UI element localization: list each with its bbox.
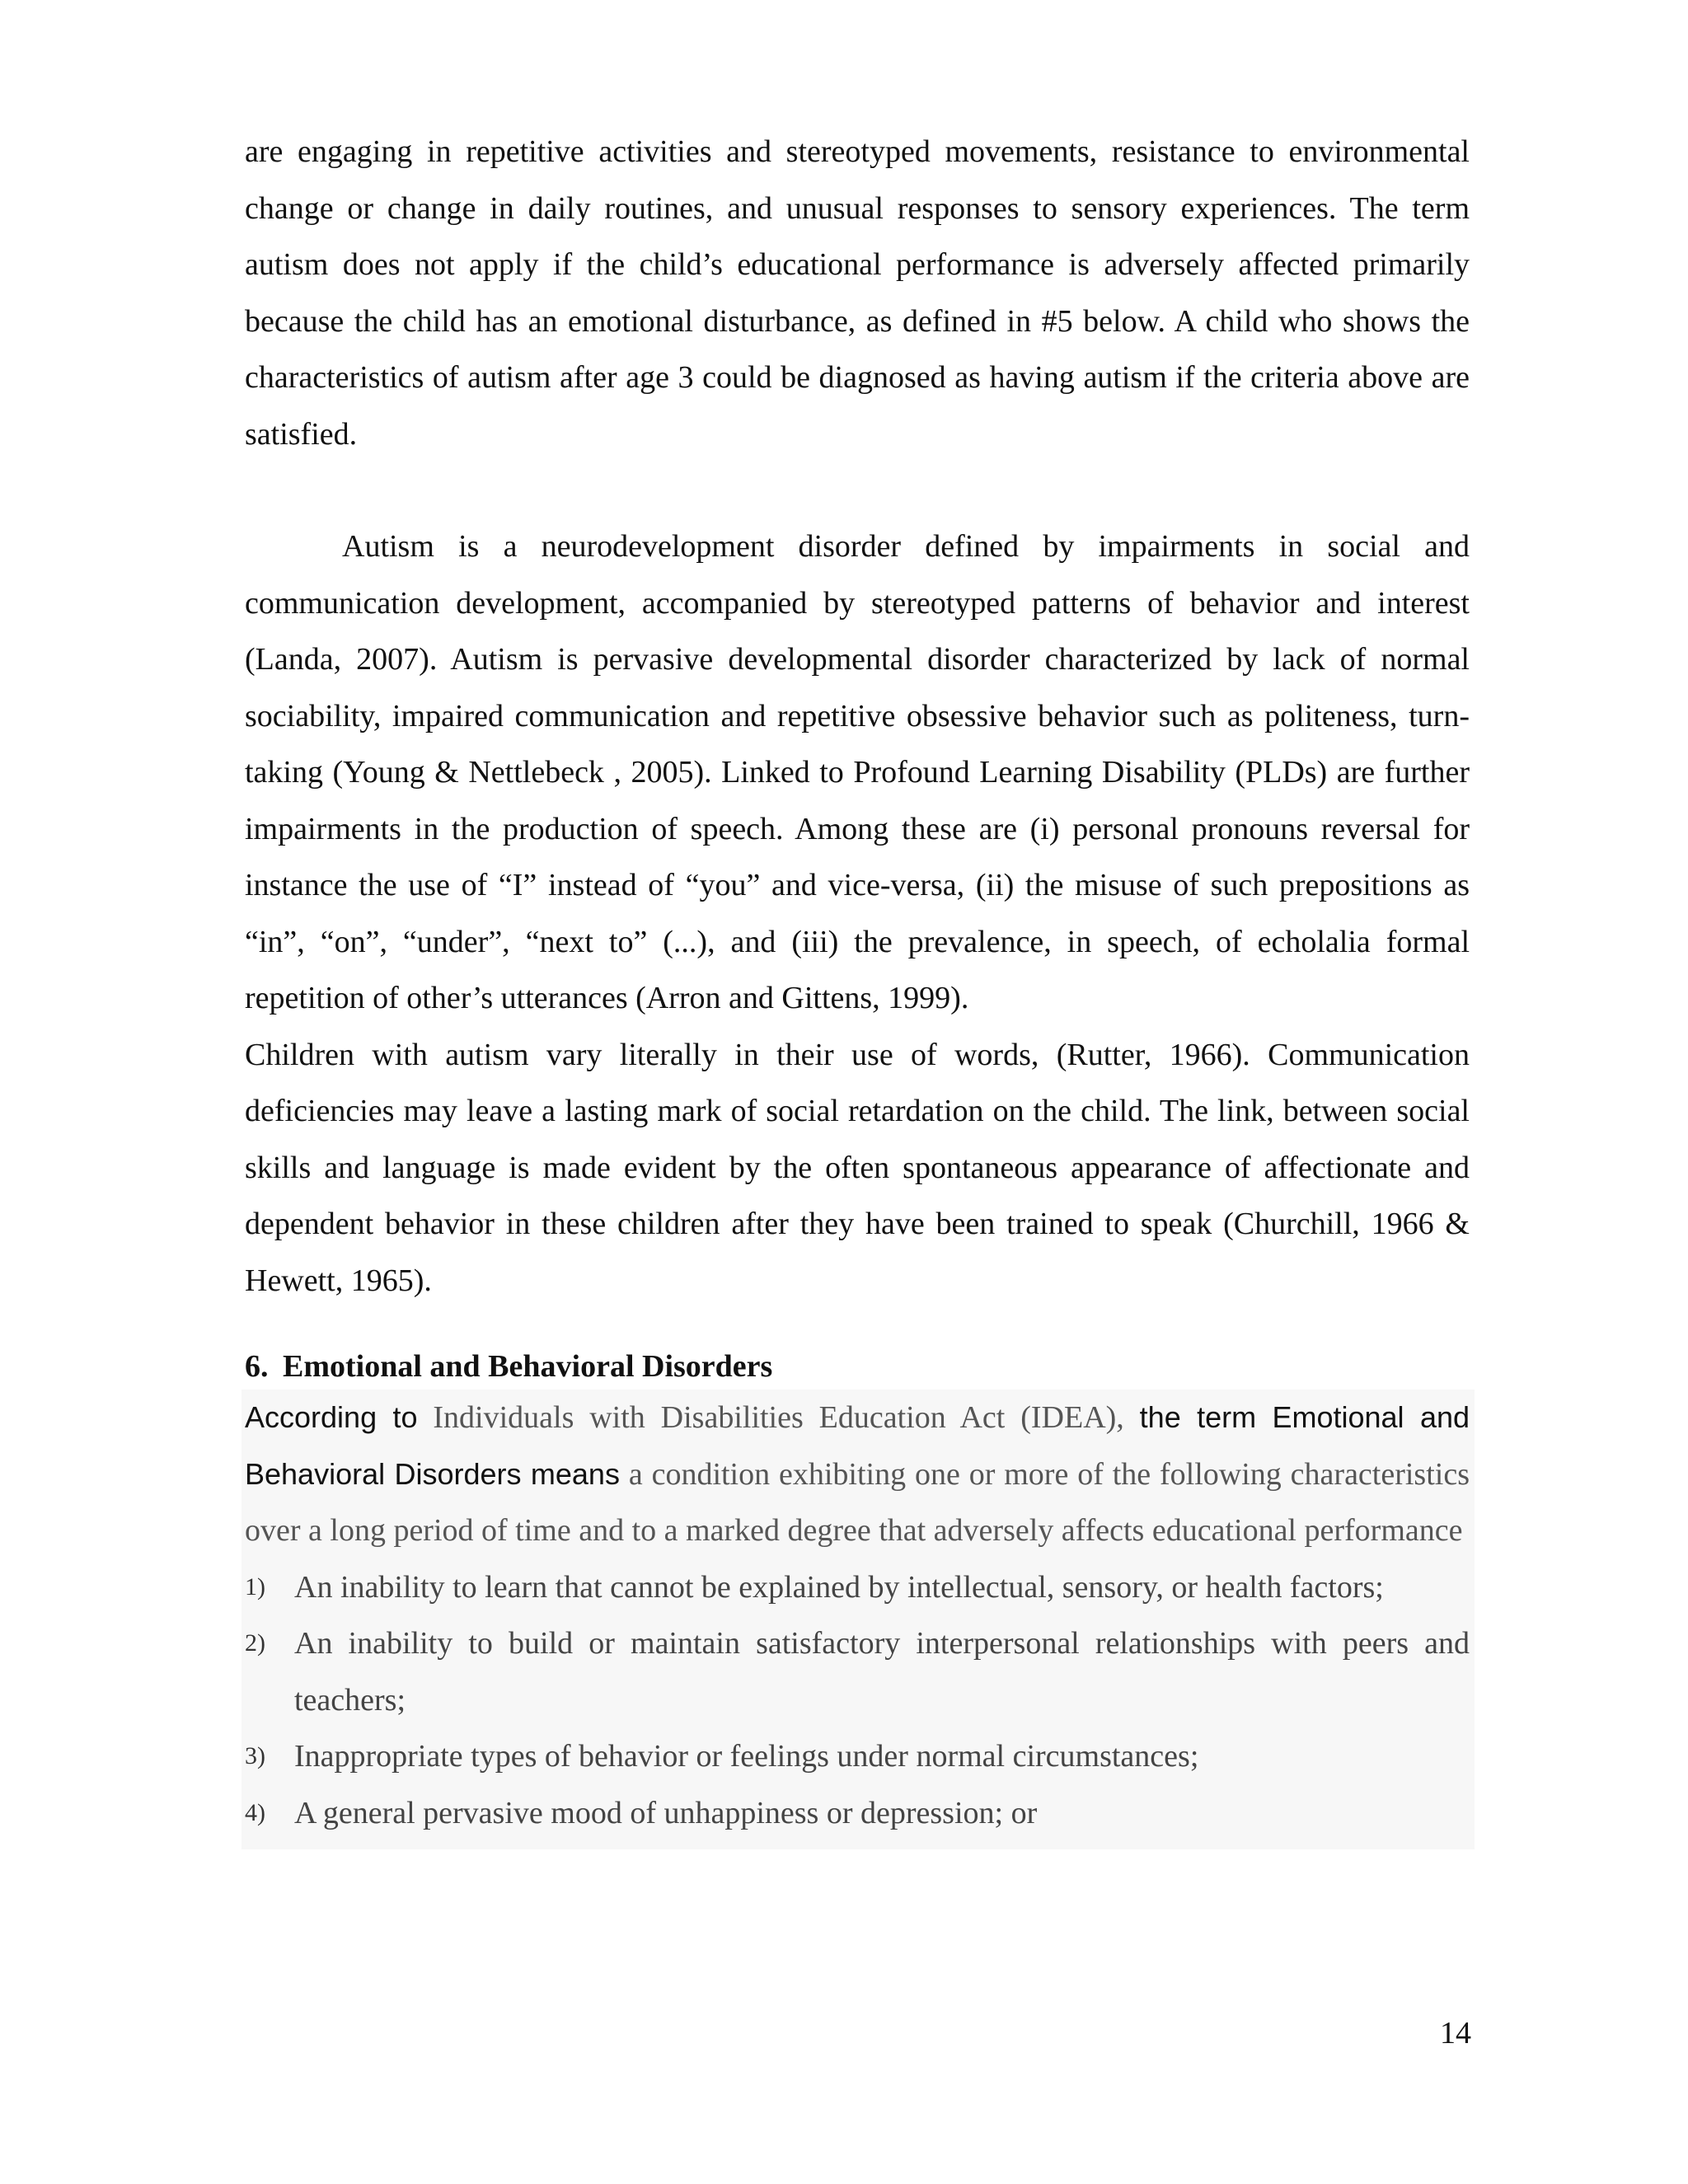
- list-item: [245, 1728, 1470, 1785]
- section-heading: [245, 1343, 1470, 1390]
- idea-text-according: According to: [245, 1400, 418, 1434]
- paragraph-autism-neurodevelopment: Autism is a neurodevelopment disorder defined by impairments in social and communication development, accompanied by stereotyped patterns of behavior and interest (Landa, 2007). Autism is pervasive developmental disorder characterized by lack of normal sociability, impaired communication and repetitive obsessive behavior such as politeness, turn-taking (Young & Nettlebeck , 2005). Linked to Profound Learning Disability (PLDs) are further impairments in the production of speech. Among these are (i) personal pronouns reversal for instance the use of “I” instead of “you” and vice-versa, (ii) the misuse of such prepositions as “in”, “on”, “under”, “next to” (...), and (iii) the prevalence, in speech, of echolalia formal repetition of other’s utterances (Arron and Gittens, 1999).: [245, 529, 1470, 1015]
- paragraph-autism-definition-continued: are engaging in repetitive activities and stereotyped movements, resistance to environmental change or change in daily routines, and unusual responses to sensory experiences. The term autism does not apply if the child’s educational performance is adversely affected primarily because the child has an emotional disturbance, as defined in #5 below. A child who shows the characteristics of autism after age 3 could be diagnosed as having autism if the criteria above are satisfied.: [245, 134, 1470, 452]
- list-item-text: Inappropriate types of behavior or feelings under normal circumstances;: [294, 1739, 1199, 1774]
- list-item-text: An inability to learn that cannot be explained by intellectual, sensory, or health factors;: [294, 1569, 1384, 1605]
- characteristics-list: [245, 1559, 1470, 1842]
- list-item: [245, 1615, 1470, 1728]
- list-item-number: 1): [245, 1572, 265, 1601]
- list-item-text: An inability to build or maintain satisfactory interpersonal relationships with peers and teachers;: [294, 1626, 1470, 1718]
- idea-definition-block: [241, 1390, 1475, 1849]
- section-number: 6.: [245, 1349, 269, 1384]
- idea-text-act-name: Individuals with Disabilities Education Act (IDEA),: [417, 1400, 1140, 1435]
- list-item-number: 4): [245, 1798, 265, 1826]
- list-item: [245, 1559, 1470, 1616]
- list-item-number: 3): [245, 1742, 265, 1769]
- paragraph-autism-language: Children with autism vary literally in their use of words, (Rutter, 1966). Communication deficiencies may leave a lasting mark of social retardation on the child. The link, between social skills and language is made evident by the often spontaneous appearance of affectionate and dependent behavior in these children after they have been trained to speak (Churchill, 1966 & Hewett, 1965).: [245, 1037, 1470, 1298]
- paragraph-gap: [245, 462, 1470, 518]
- idea-text-condition: a condition exhibiting one or more of the following characteristics over a long period of time and to a marked degree that adversely affects educational performance: [245, 1456, 1470, 1548]
- page-number: 14: [1440, 2016, 1471, 2050]
- list-item-text: A general pervasive mood of unhappiness or depression; or: [294, 1795, 1038, 1830]
- list-item: [245, 1785, 1470, 1842]
- idea-definition-paragraph: [245, 1390, 1470, 1559]
- list-item-number: 2): [245, 1629, 265, 1657]
- section-title: Emotional and Behavioral Disorders: [283, 1349, 773, 1384]
- idea-text-term: the term Emotional and Behavioral Disorders means: [245, 1400, 1470, 1491]
- page-content: [245, 124, 1470, 1849]
